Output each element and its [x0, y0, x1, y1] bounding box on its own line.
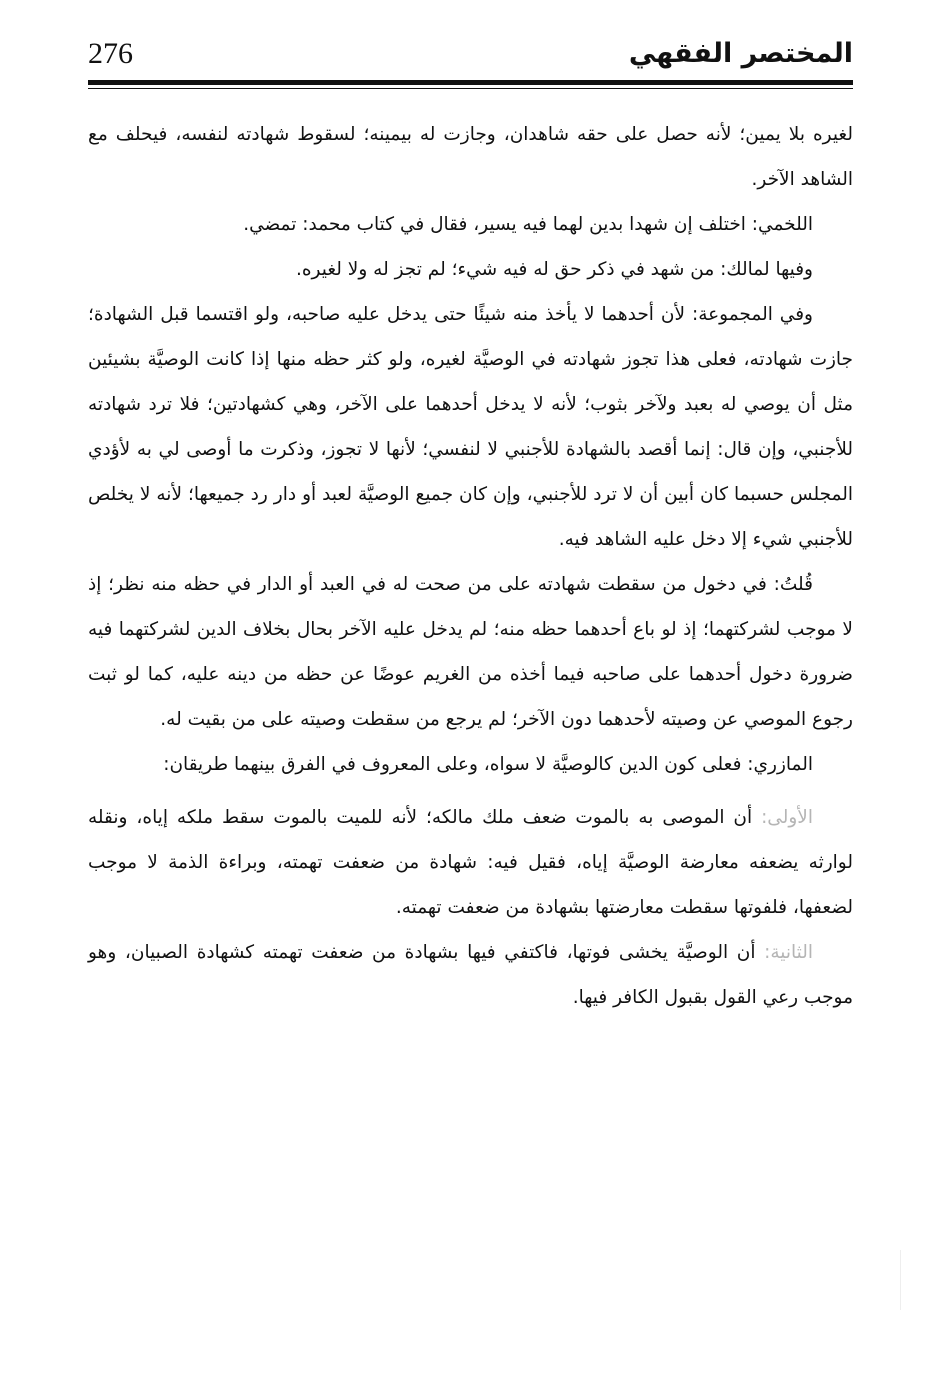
point-item — [88, 795, 853, 930]
paragraph: لغيره بلا يمين؛ لأنه حصل على حقه شاهدان، وجازت له بيمينه؛ لسقوط شهادته لنفسه، فيحلف مع الشاهد الآخر. — [88, 124, 853, 190]
point-text: أن الوصيَّة يخشى فوتها، فاكتفي فيها بشهادة من ضعفت تهمته كشهادة الصبيان، وهو موجب رعي القول بقبول الكافر فيها. — [88, 942, 853, 1008]
page-body — [88, 112, 853, 1020]
point-text: أن الموصى به بالموت ضعف ملك مالكه؛ لأنه للميت بالموت سقط ملكه إياه، ونقله لوارثه يضعفه معارضة الوصيَّة إياه، فقيل فيه: شهادة من ضعفت تهمته، وبراءة الذمة لا موجب لضعفها، فلفوتها سقطت معارضتها بشهادة من ضعفت تهمته. — [88, 807, 853, 918]
paragraph: المازري: فعلى كون الدين كالوصيَّة لا سواه، وعلى المعروف في الفرق بينهما طريقان: — [163, 754, 813, 775]
point-label: الثانية: — [764, 942, 813, 963]
scan-margin-line — [900, 1250, 901, 1310]
point-item — [88, 930, 853, 1020]
book-title: المختصر الفقهي — [628, 38, 853, 69]
paragraph: قُلتُ: في دخول من سقطت شهادته على من صحت له في العبد أو الدار في حظه منه نظر؛ إذ لا موجب لشركتهما؛ إذ لو باع أحدهما حظه منه؛ لم يدخل عليه الآخر بحال بخلاف الدين لشركتهما فيه ضرورة دخول أحدهما على صاحبه فيما أخذه من الغريم عوضًا عن حظه من دينه عليه، كما لو ثبت رجوع الموصي عن وصيته لأحدهما دون الآخر؛ لم يرجع من سقطت وصيته على من بقيت له. — [88, 574, 853, 730]
header-rule-thin — [88, 88, 853, 89]
paragraph: وفيها لمالك: من شهد في ذكر حق له فيه شيء؛ لم تجز له ولا لغيره. — [295, 259, 813, 280]
paragraph: اللخمي: اختلف إن شهدا بدين لهما فيه يسير، فقال في كتاب محمد: تمضي. — [243, 214, 813, 235]
page-number: 276 — [88, 37, 133, 70]
page-header — [88, 32, 853, 76]
point-label: الأولى: — [761, 807, 813, 828]
header-rule-thick — [88, 80, 853, 85]
paragraph: وفي المجموعة: لأن أحدهما لا يأخذ منه شيئًا حتى يدخل عليه صاحبه، ولو اقتسما قبل الشهادة؛ جازت شهادته، فعلى هذا تجوز شهادته في الوصيَّة لغيره، ولو كثر حظه منها إذا كانت الوصيَّة بشيئين مثل أن يوصي له بعبد ولآخر بثوب؛ لأنه لا يدخل أحدهما على الآخر، وهي كشهادتين؛ فلا ترد شهادته للأجنبي، وإن قال: إنما أقصد بالشهادة للأجنبي لا لنفسي؛ لأنها لا تجوز، وذكرت ما أوصى لي به لأؤدي المجلس حسبما كان أبين أن لا ترد للأجنبي، وإن كان جميع الوصيَّة لعبد أو دار رد جميعها؛ لأنه لا يخلص للأجنبي شيء إلا دخل عليه الشاهد فيه. — [88, 304, 853, 550]
